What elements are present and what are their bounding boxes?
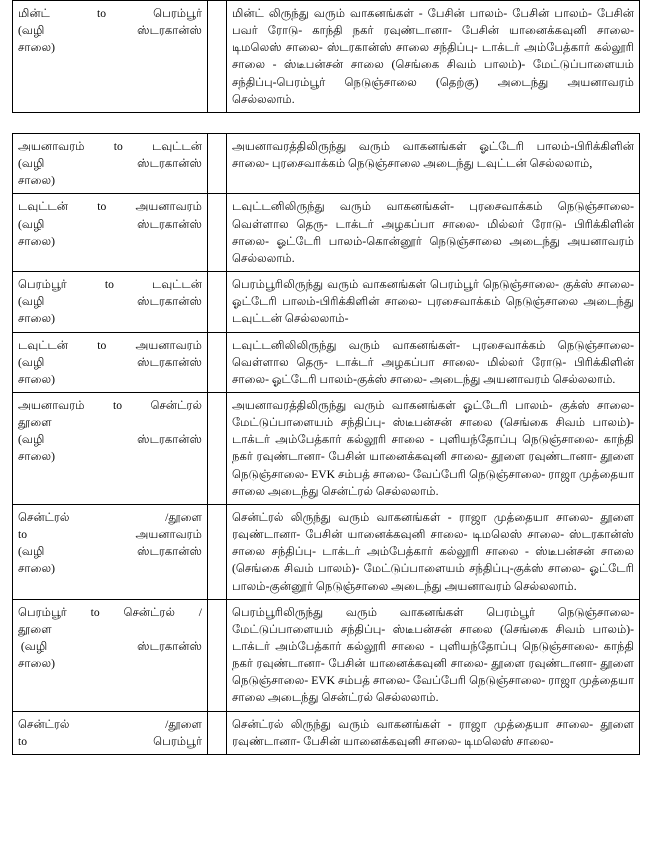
route-label-line: மின்ட் to பெரம்பூர் <box>18 7 202 20</box>
table-row <box>13 1 640 113</box>
route-spacer-cell <box>208 504 227 599</box>
route-label-line-spread <box>18 638 202 655</box>
route-label-line-left: (வழி <box>18 640 48 653</box>
route-label-line-right: ஸ்டரகான்ஸ் <box>137 295 202 309</box>
route-description-cell: பெரம்பூரிலிருந்து வரும் வாகனங்கள் பெரம்பூர் நெடுஞ்சாலை-மேட்டுப்பாளையம் சந்திப்பு- ஸ்டீபன்சன் சாலை (செங்கை சிவம் பாலம்)- டாக்டர் அம்பேத்கார் கல்லூரி சாலை - புளியந்தோப்பு நெடுஞ்சாலை- காந்தி நகர் ரவுண்டானா- பேசின் யானைக்கவுனி சாலை- தூளை ரவுண்டானா- தூளை நெடுஞ்சாலை- EVK சம்பத் சாலை- வேப்பேரி நெடுஞ்சாலை- ராஜா முத்தையா சாலை அடைந்து சென்ட்ரல் செல்லலாம். <box>227 599 640 711</box>
route-label-line: அயனாவரம் to டவுட்டன் <box>18 139 202 153</box>
route-label-line: சாலை) <box>18 41 55 55</box>
table-row <box>13 392 640 504</box>
route-label-line-spread <box>18 293 202 310</box>
route-label-line-right: ஸ்டரகான்ஸ் <box>137 545 202 559</box>
table-row <box>13 332 640 392</box>
route-label-line-left: (வழி <box>18 217 45 231</box>
route-label-line: சாலை) <box>18 372 55 386</box>
route-description-cell: சென்ட்ரல் லிருந்து வரும் வாகனங்கள் - ராஜா முத்தையா சாலை- தூளை ரவுண்டானா- பேசின் யானைக்கவுனி சாலை- டிமலெஸ் சாலை- ஸ்டரகான்ஸ் சாலை சந்திப்பு- டாக்டர் அம்பேத்கார் கல்லூரி சாலை - ஸ்டீபன்சன் சாலை (செங்கை சிவம் பாலம்)- மேட்டுப்பாளையம் சந்திப்பு-குக்ஸ் சாலை- ஓட்டேரி பாலம்-குன்னூர் நெடுஞ்சாலை அடைந்து அயனாவரம் செல்லலாம். <box>227 504 640 599</box>
route-spacer-cell <box>208 1 227 113</box>
table-row <box>13 133 640 193</box>
route-spacer-cell <box>208 272 227 332</box>
route-label-line: to அயனாவரம் <box>18 528 202 542</box>
route-label-cell <box>13 133 208 193</box>
route-label-line-spread <box>18 22 202 39</box>
route-label-line-spread <box>18 354 202 371</box>
route-label-line-right: ஸ்டரகான்ஸ் <box>137 640 202 653</box>
route-label-line-right: ஸ்டரகான்ஸ் <box>137 217 202 231</box>
route-description-cell: டவுட்டனிலிலிருந்து வரும் வாகனங்கள்- புரசைவாக்கம் நெடுஞ்சாலை- வெள்ளால தெரு- டாக்டர் அழகப்பா சாலை- மில்லர் ரோடு- பிரிக்கிளின் சாலை- ஓட்டேரி பாலம்-குக்ஸ் சாலை- அடைந்து அயனாவரம் செல்லலாம். <box>227 332 640 392</box>
route-label-cell <box>13 194 208 272</box>
route-label-cell <box>13 392 208 504</box>
table-row <box>13 272 640 332</box>
route-label-line: சாலை) <box>18 450 55 464</box>
route-label-cell <box>13 332 208 392</box>
route-label-line: சாலை) <box>18 234 55 248</box>
route-label-line-left: (வழி <box>18 545 45 559</box>
route-description-cell: மின்ட் லிருந்து வரும் வாகனங்கள் - பேசின் பாலம்- பேசின் பாலம்- பேசின் பவர் ரோடு- காந்தி நகர் ரவுண்டானா- பேசின் யானைக்கவுனி சாலை- டிமலெஸ் சாலை- ஸ்டரகான்ஸ் சாலை சந்திப்பு- டாக்டர் அம்பேத்கார் கல்லூரி சாலை - ஸ்டீபன்சன் சாலை (செங்கை சிவம் பாலம்)- மேட்டுப்பாளையம் சந்திப்பு-பெரம்பூர் நெடுஞ்சாலை (தெற்கு) அடைந்து அயனாவரம் செல்லலாம். <box>227 1 640 113</box>
route-label-line: பெரம்பூர் to சென்ட்ரல் / <box>18 605 202 619</box>
route-spacer-cell <box>208 133 227 193</box>
route-label-line: சென்ட்ரல் /தூளை <box>18 510 202 524</box>
route-label-line-left: (வழி <box>18 24 45 38</box>
route-table-2-body <box>13 133 640 754</box>
route-label-line-right: ஸ்டரகான்ஸ் <box>137 157 202 171</box>
route-label-line: சாலை) <box>18 562 55 576</box>
route-label-line-spread <box>18 155 202 172</box>
route-description-cell: டவுட்டனிலிருந்து வரும் வாகனங்கள்- புரசைவாக்கம் நெடுஞ்சாலை- வெள்ளால தெரு- டாக்டர் அழகப்பா சாலை- மில்லர் ரோடு- பிரிக்கிளின் சாலை- ஓட்டேரி பாலம்-கொன்னூர் நெடுஞ்சாலை அடைந்து அயனாவரம் செல்லலாம். <box>227 194 640 272</box>
route-label-line-right: ஸ்டரகான்ஸ் <box>137 355 202 369</box>
route-description-cell: பெரம்பூரிலிருந்து வரும் வாகனங்கள் பெரம்பூர் நெடுஞ்சாலை- குக்ஸ் சாலை- ஓட்டேரி பாலம்-பிரிக்கிளின் சாலை- புரசைவாக்கம் நெடுஞ்சாலை அடைந்து டவுட்டன் செல்லலாம்- <box>227 272 640 332</box>
table-row <box>13 599 640 711</box>
route-label-line: சென்ட்ரல் /தூளை <box>18 717 202 731</box>
route-label-line-left: (வழி <box>18 157 45 171</box>
route-label-line: சாலை) <box>18 312 55 326</box>
route-spacer-cell <box>208 711 227 754</box>
route-spacer-cell <box>208 392 227 504</box>
route-label-line: டவுட்டன் to அயனாவரம் <box>18 200 202 214</box>
route-label-line: சாலை) <box>18 174 55 188</box>
route-label-cell <box>13 711 208 754</box>
route-spacer-cell <box>208 194 227 272</box>
table-separator <box>12 113 640 133</box>
route-spacer-cell <box>208 599 227 711</box>
route-label-line: அயனாவரம் to சென்ட்ரல் <box>18 398 202 412</box>
route-label-line-left: (வழி <box>18 355 45 369</box>
route-label-cell <box>13 1 208 113</box>
route-label-cell <box>13 272 208 332</box>
route-label-line: தூளை <box>18 622 52 636</box>
route-table-2 <box>12 133 640 755</box>
route-description-cell: அயனாவரத்திலிருந்து வரும் வாகனங்கள் ஓட்டேரி பாலம்- குக்ஸ் சாலை-மேட்டுப்பாளையம் சந்திப்பு- ஸ்டீபன்சன் சாலை (செங்கை சிவம் பாலம்)- டாக்டர் அம்பேத்கார் கல்லூரி சாலை - புளியந்தோப்பு நெடுஞ்சாலை- காந்தி நகர் ரவுண்டானா- பேசின் யானைக்கவுனி சாலை- தூளை ரவுண்டானா- தூளை நெடுஞ்சாலை- EVK சம்பத் சாலை- வேப்பேரி நெடுஞ்சாலை- ராஜா முத்தையா சாலை அடைந்து சென்ட்ரல் செல்லலாம். <box>227 392 640 504</box>
route-label-line-left: (வழி <box>18 295 45 309</box>
table-row <box>13 194 640 272</box>
route-label-line: தூளை <box>18 416 52 430</box>
route-label-line-right: ஸ்டரகான்ஸ் <box>137 24 202 38</box>
route-label-line-spread <box>18 216 202 233</box>
route-label-line-right: ஸ்டரகான்ஸ் <box>137 433 202 447</box>
route-description-cell: அயனாவரத்திலிருந்து வரும் வாகனங்கள் ஓட்டேரி பாலம்-பிரிக்கிளின் சாலை- புரசைவாக்கம் நெடுஞ்சாலை அடைந்து டவுட்டன் செல்லலாம், <box>227 133 640 193</box>
route-label-cell <box>13 504 208 599</box>
route-label-line-spread <box>18 543 202 560</box>
table-row <box>13 711 640 754</box>
route-label-line-left: (வழி <box>18 433 45 447</box>
route-spacer-cell <box>208 332 227 392</box>
route-label-line: டவுட்டன் to அயனாவரம் <box>18 338 202 352</box>
route-label-line: பெரம்பூர் to டவுட்டன் <box>18 278 202 292</box>
route-table-1-body <box>13 1 640 113</box>
table-row <box>13 504 640 599</box>
route-label-line-spread <box>18 431 202 448</box>
route-label-line: சாலை) <box>18 657 55 671</box>
route-label-line: to பெரம்பூர் <box>18 734 202 748</box>
route-table-1 <box>12 0 640 113</box>
route-description-cell: சென்ட்ரல் லிருந்து வரும் வாகனங்கள் - ராஜா முத்தையா சாலை- தூளை ரவுண்டானா- பேசின் யானைக்கவுனி சாலை- டிமலெஸ் சாலை- <box>227 711 640 754</box>
route-label-cell <box>13 599 208 711</box>
